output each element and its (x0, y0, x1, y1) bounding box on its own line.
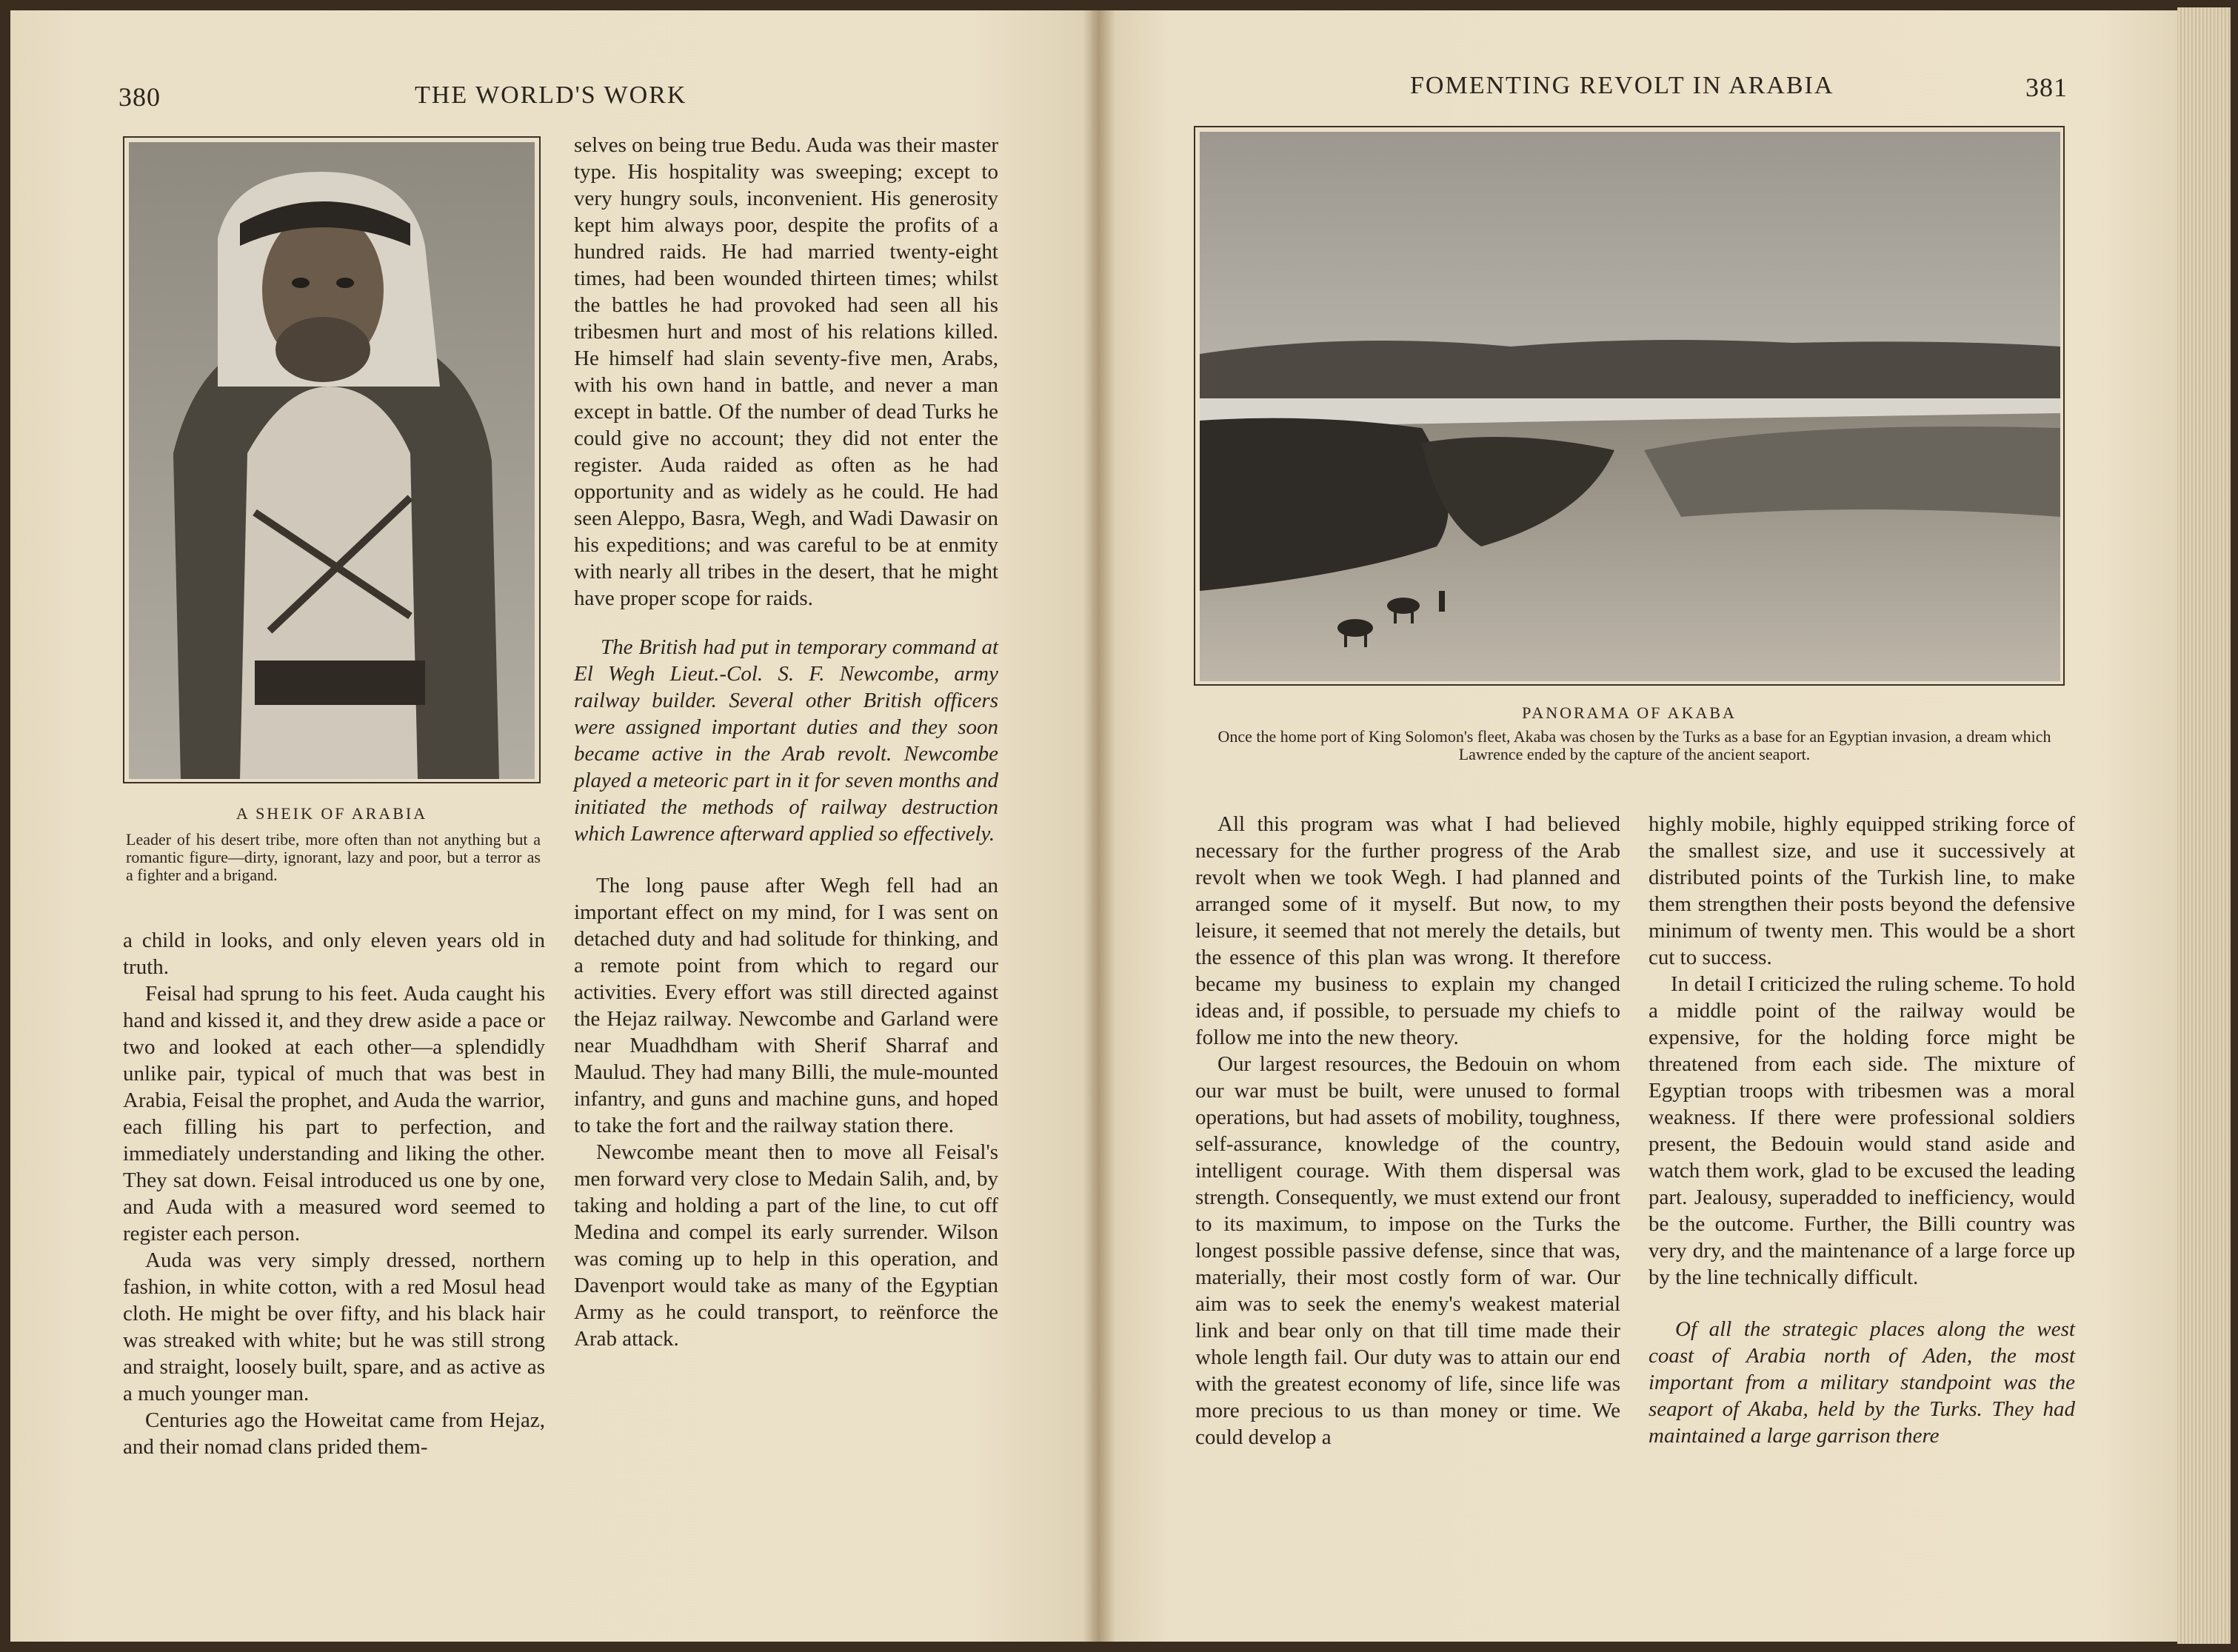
editorial-note: The British had put in temporary command at El Wegh Lieut.-Col. S. F. Newcombe, army railway builder. Several other British officers were assigned important duties and they soon became active in the Arab revolt. Newcombe played a meteoric part in it for seven months and initiated the methods of railway destruction which Lawrence afterward applied so effectively. (574, 635, 998, 846)
paragraph: The long pause after Wegh fell had an important effect on my mind, for I was sent on detached duty and had solitude for thinking, and a remote point from which to regard our activities. Every effort was still directed against the Hejaz railway. Newcombe and Garland were near Muadhdham with Sherif Sharraf and Maulud. They had many Billi, the mule-mounted infantry, and guns and machine guns, and hoped to take the fort and the railway station there. (574, 874, 998, 1137)
paragraph: In detail I criticized the ruling scheme. To hold a middle point of the railway would be expensive, for the holding force might be threatened from each side. The mixture of Egyptian troops with tribesmen was a moral weakness. If there were professional soldiers present, the Bedouin would stand aside and watch them work, glad to be excused the leading part. Jealousy, superadded to inefficiency, would be the outcome. Further, the Billi country was very dry, and the maintenance of a large force up by the line technically difficult. (1649, 972, 2075, 1289)
sheik-photo (129, 142, 535, 779)
left-column-2 (574, 132, 998, 1352)
paragraph: Auda was very simply dressed, northern fashion, in white cotton, with a red Mosul head cloth. He might be over fifty, and his black hair was streaked with white; but he was still strong and straight, loosely built, spare, and as active as a much younger man. (123, 1248, 545, 1405)
book-gutter (1083, 10, 1115, 1642)
paragraph: selves on being true Bedu. Auda was their master type. His hospitality was sweeping; except to very hungry souls, inconvenient. His generosity kept him always poor, despite the profits of a hundred raids. He had married twenty-eight times, had been wounded thirteen times; whilst the battles he had provoked had seen all his tribesmen hurt and most of his relations killed. He himself had slain seventy-five men, Arabs, with his own hand in battle, and never a man except in battle. Of the number of dead Turks he could give no account; they did not enter the register. Auda raided as often as he had opportunity and as widely as he could. He had seen Aleppo, Basra, Wegh, and Wadi Dawasir on his expeditions; and was careful to be at enmity with nearly all tribes in the desert, that he might have proper scope for raids. (574, 133, 998, 610)
running-head-right: FOMENTING REVOLT IN ARABIA (1410, 72, 1834, 99)
paragraph: a child in looks, and only eleven years old in truth. (123, 929, 545, 979)
page-number-right: 381 (2025, 73, 2068, 102)
page-edges (2177, 7, 2231, 1644)
paragraph: Feisal had sprung to his feet. Auda caught his hand and kissed it, and they drew aside a pace or two and looked at each other—a splendidly unlike pair, typical of much that was best in Arabia, Feisal the prophet, and Auda the warrior, each filling his part to perfection, and immediately understanding and liking the other. They sat down. Feisal introduced us one by one, and Auda with a measured word seemed to register each person. (123, 982, 545, 1245)
akaba-caption-text: Once the home port of King Solomon's fleet, Akaba was chosen by the Turks as a base for an Egyptian invasion, a dream which Lawrence ended by the capture of the ancient seaport. (1217, 727, 2051, 763)
sheik-caption-text: Leader of his desert tribe, more often than not anything but a romantic figure—dirty, ignorant, lazy and poor, but a terror as a fighter and a brigand. (126, 830, 541, 884)
akaba-caption-title: PANORAMA OF AKABA (1522, 703, 1737, 722)
paragraph: highly mobile, highly equipped striking force of the smallest size, and use it successively at distributed points of the Turkish line, to make them strengthen their posts beyond the defensive minimum of twenty men. This would be a short cut to success. (1649, 812, 2075, 969)
akaba-photo (1200, 132, 2060, 681)
paragraph: Newcombe meant then to move all Feisal's men forward very close to Medain Salih, and, by taking and holding a part of the line, to cut off Medina and compel its early surrender. Wilson was coming up to help in this operation, and Davenport would take as many of the Egyptian Army as he could transport, to reënforce the Arab attack. (574, 1140, 998, 1351)
sheik-caption-title: A SHEIK OF ARABIA (236, 804, 428, 823)
paragraph: Our largest resources, the Bedouin on whom our war must be built, were unused to formal operations, but had assets of mobility, toughness, self-assurance, knowledge of the country, intelligent courage. With them dispersal was strength. Consequently, we must extend our front to its maximum, to impose on the Turks the longest possible passive defense, since that was, materially, their most costly form of war. Our aim was to seek the enemy's weakest material link and bear only on that till time made their whole length fail. Our duty was to attain our end with the greatest economy of life, since life was more precious to us than money or time. We could develop a (1195, 1052, 1620, 1449)
sheik-photo-frame (123, 136, 541, 783)
page-number-left: 380 (118, 82, 161, 112)
right-column-2 (1649, 811, 2075, 1449)
editorial-note: Of all the strategic places along the west coast of Arabia north of Aden, the most important from a military standpoint was the seaport of Akaba, held by the Turks. They had maintained a large garrison there (1649, 1317, 2075, 1448)
paragraph: All this program was what I had believed necessary for the further progress of the Arab revolt when we took Wegh. I had planned and arranged some of it myself. But now, to my leisure, it seemed that not merely the details, but the essence of this plan was wrong. It therefore became my business to explain my changed ideas and, if possible, to persuade my chiefs to follow me into the new theory. (1195, 812, 1620, 1049)
paragraph: Centuries ago the Howeitat came from Hejaz, and their nomad clans prided them- (123, 1408, 545, 1459)
akaba-photo-frame (1194, 126, 2065, 686)
running-head-left: THE WORLD'S WORK (415, 81, 687, 109)
right-column-1 (1195, 811, 1620, 1451)
left-column-1 (123, 927, 545, 1460)
